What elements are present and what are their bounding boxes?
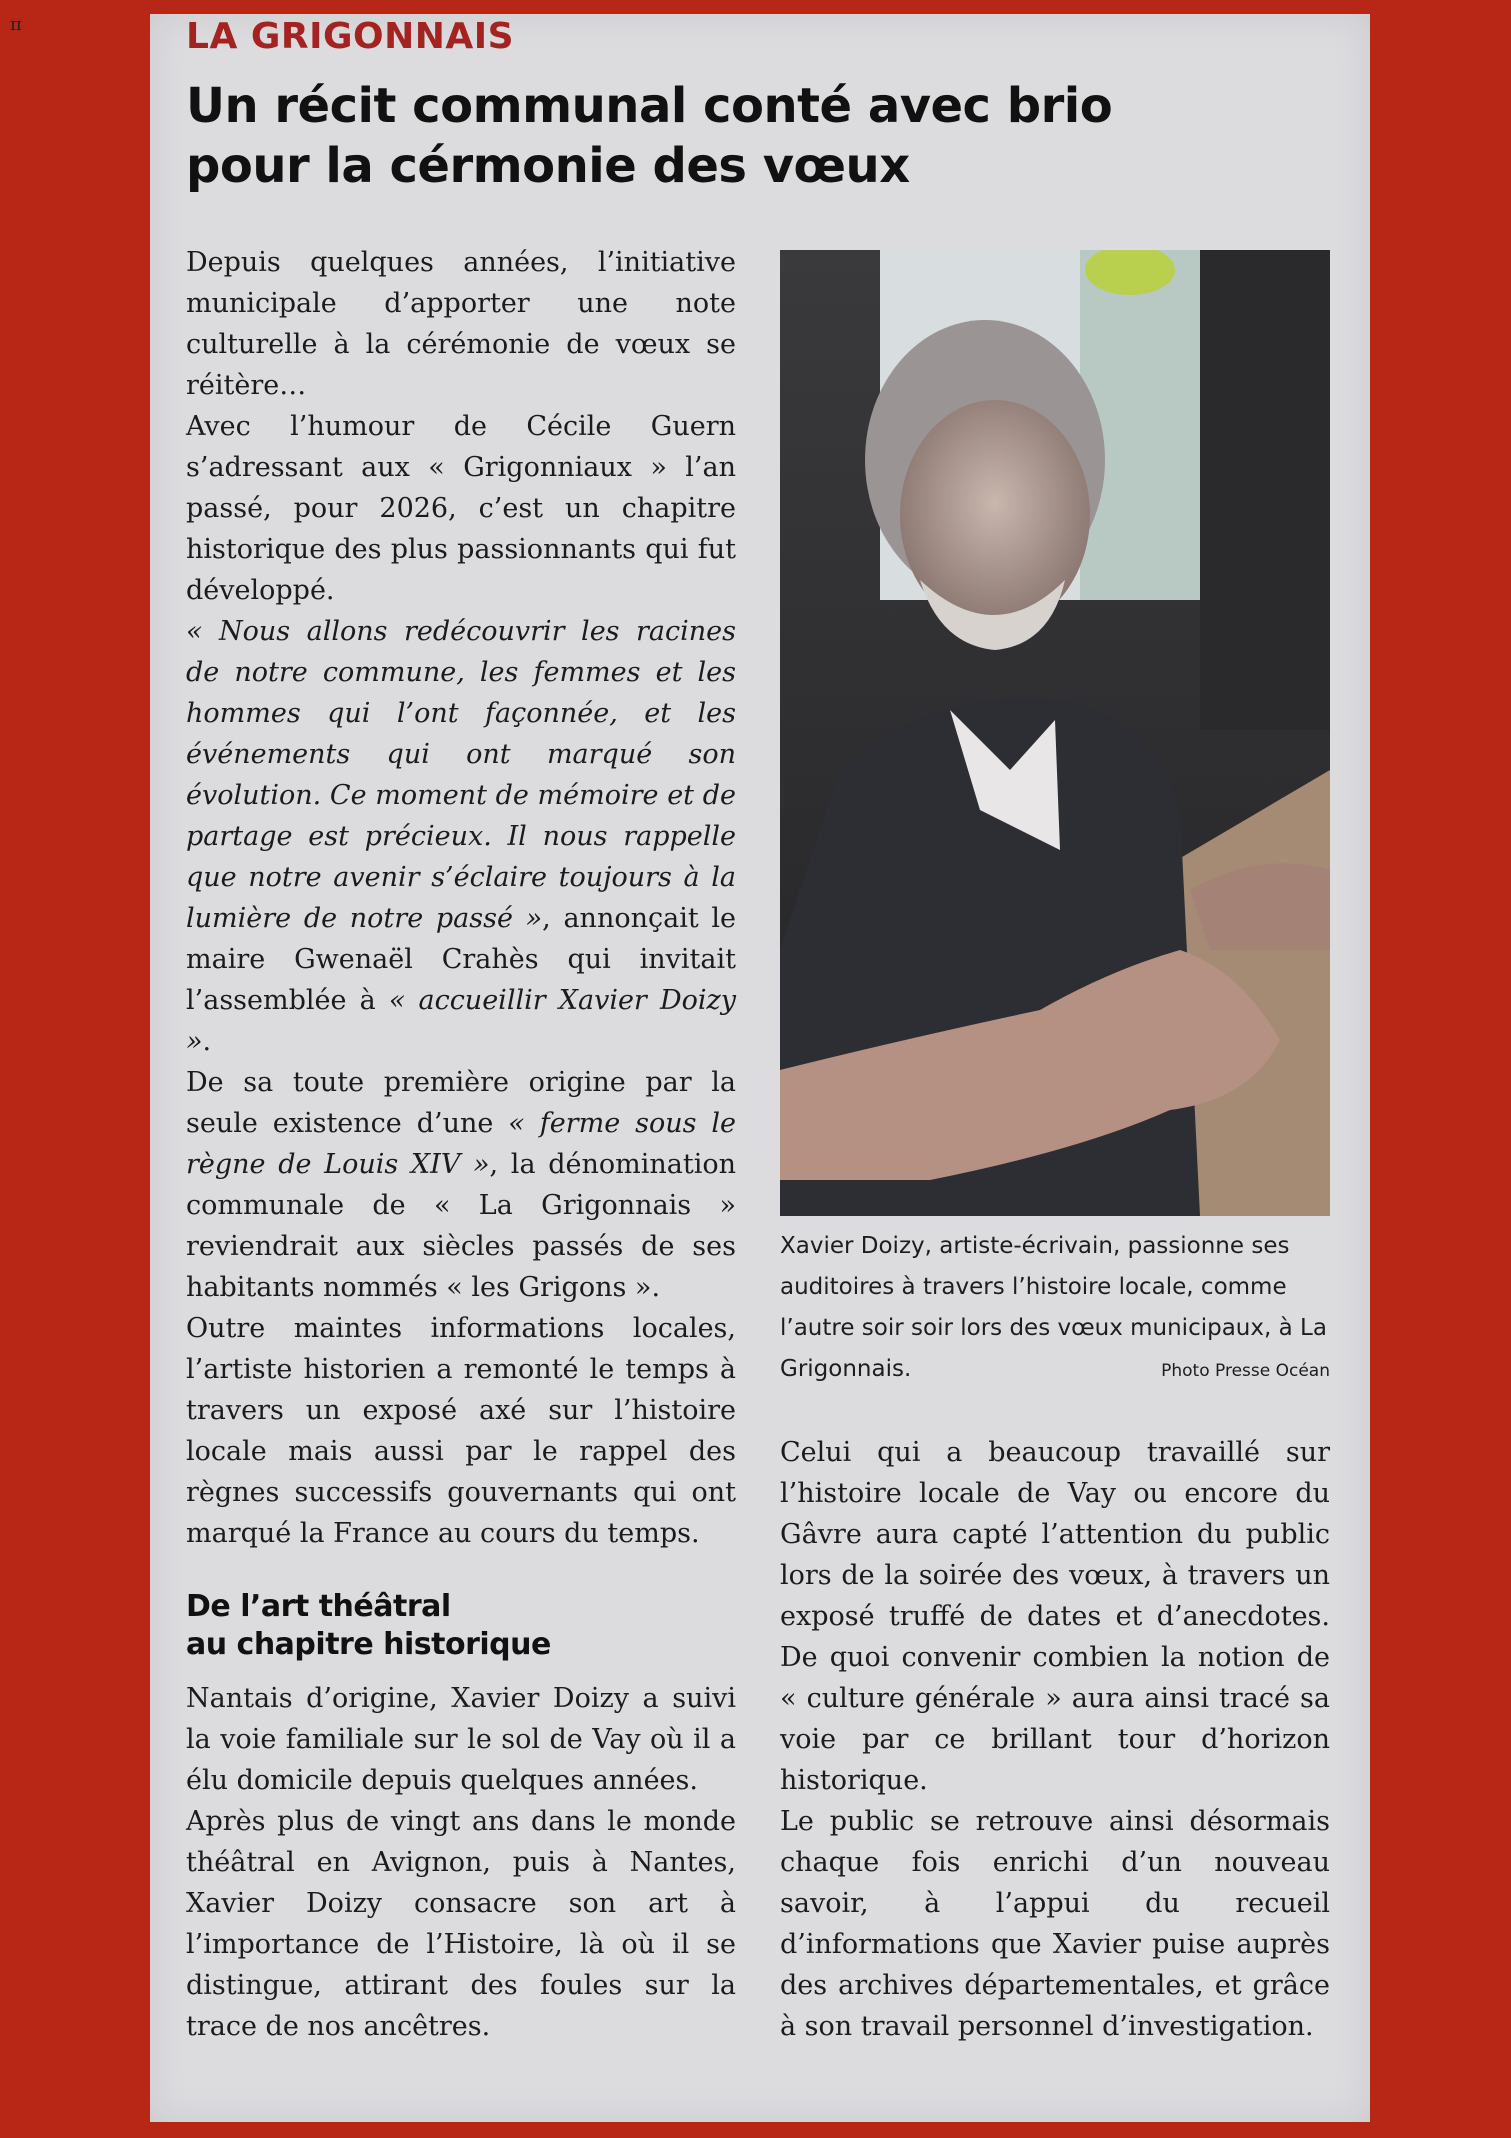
photo-credit: Photo Presse Océan: [1161, 1361, 1330, 1381]
paragraph-history: Outre maintes informations locales, l’artiste historien a remonté le temps à travers un exposé axé sur l’histoire locale mais aussi par le rappel des règnes successifs gouvernants qui ont marqué la France au cours du temps.: [186, 1313, 736, 1549]
paragraph-intro: Depuis quelques années, l’initiative municipale d’apporter une note culturelle à la cérémonie de vœux se réitère…: [186, 247, 736, 401]
origin-quote: « ferme sous le règne de Louis XIV »: [186, 1108, 736, 1180]
newspaper-clipping: [150, 14, 1370, 2122]
origin-start: De sa toute première origine par la seule existence d’une: [186, 1067, 736, 1139]
headline-line-1: Un récit communal conté avec brio: [186, 78, 1113, 134]
subheading: [186, 1588, 736, 1664]
period: .: [202, 1026, 212, 1057]
paragraph-origin: [186, 1062, 736, 1308]
right-column: [780, 1432, 1330, 2047]
paragraph-mayor-quote: [186, 611, 736, 1062]
paragraph-nantais: Nantais d’origine, Xavier Doizy a suivi la voie familiale sur le sol de Vay où il a élu domicile depuis quelques années.: [186, 1683, 736, 1796]
subheading-line-1: De l’art théâtral: [186, 1589, 451, 1624]
mayor-quote-attribution: , annonçait le maire Gwenaël Crahès qui invitait l’assemblée à: [186, 903, 736, 1016]
headline-line-2: pour la cérmonie des vœux: [186, 138, 910, 194]
invitation-quote: « accueillir Xavier Doizy »: [186, 985, 736, 1057]
photo-caption: [780, 1226, 1330, 1392]
photo-illustration: [780, 250, 1330, 1216]
photo-xavier-doizy: [780, 250, 1330, 1216]
subheading-line-2: au chapitre historique: [186, 1627, 551, 1662]
caption-text: Xavier Doizy, artiste-écrivain, passionne ses auditoires à travers l’histoire locale, comme l’autre soir soir lors des vœux municipaux, à La Grigonnais.: [780, 1233, 1327, 1382]
paragraph-humour: Avec l’humour de Cécile Guern s’adressant aux « Grigonniaux » l’an passé, pour 2026, c’est un chapitre historique des plus passionnants qui fut développé.: [186, 411, 736, 606]
headline: [186, 76, 1186, 196]
section-label: LA GRIGONNAIS: [186, 16, 515, 57]
corner-mark: π: [10, 14, 22, 35]
origin-end: , la dénomination communale de « La Grigonnais » reviendrait aux siècles passés de ses habitants nommés « les Grigons ».: [186, 1149, 736, 1303]
paragraph-public: Le public se retrouve ainsi désormais chaque fois enrichi d’un nouveau savoir, à l’appui du recueil d’informations que Xavier puise auprès des archives départementales, et grâce à son travail personnel d’investigation.: [780, 1806, 1330, 2042]
paragraph-vay: Celui qui a beaucoup travaillé sur l’histoire locale de Vay ou encore du Gâvre aura capté l’attention du public lors de la soirée des vœux, à travers un exposé truffé de dates et d’anecdotes. De quoi convenir combien la notion de « culture générale » aura ainsi tracé sa voie par ce brillant tour d’horizon historique.: [780, 1437, 1330, 1796]
left-column: [186, 242, 736, 2047]
paragraph-theatre: Après plus de vingt ans dans le monde théâtral en Avignon, puis à Nantes, Xavier Doizy consacre son art à l’importance de l’Histoire, là où il se distingue, attirant des foules sur la trace de nos ancêtres.: [186, 1806, 736, 2042]
mayor-quote: « Nous allons redécouvrir les racines de notre commune, les femmes et les hommes qui l’ont façonnée, et les événements qui ont marqué son évolution. Ce moment de mémoire et de partage est précieux. Il nous rappelle que notre avenir s’éclaire toujours à la lumière de notre passé »: [186, 616, 736, 934]
